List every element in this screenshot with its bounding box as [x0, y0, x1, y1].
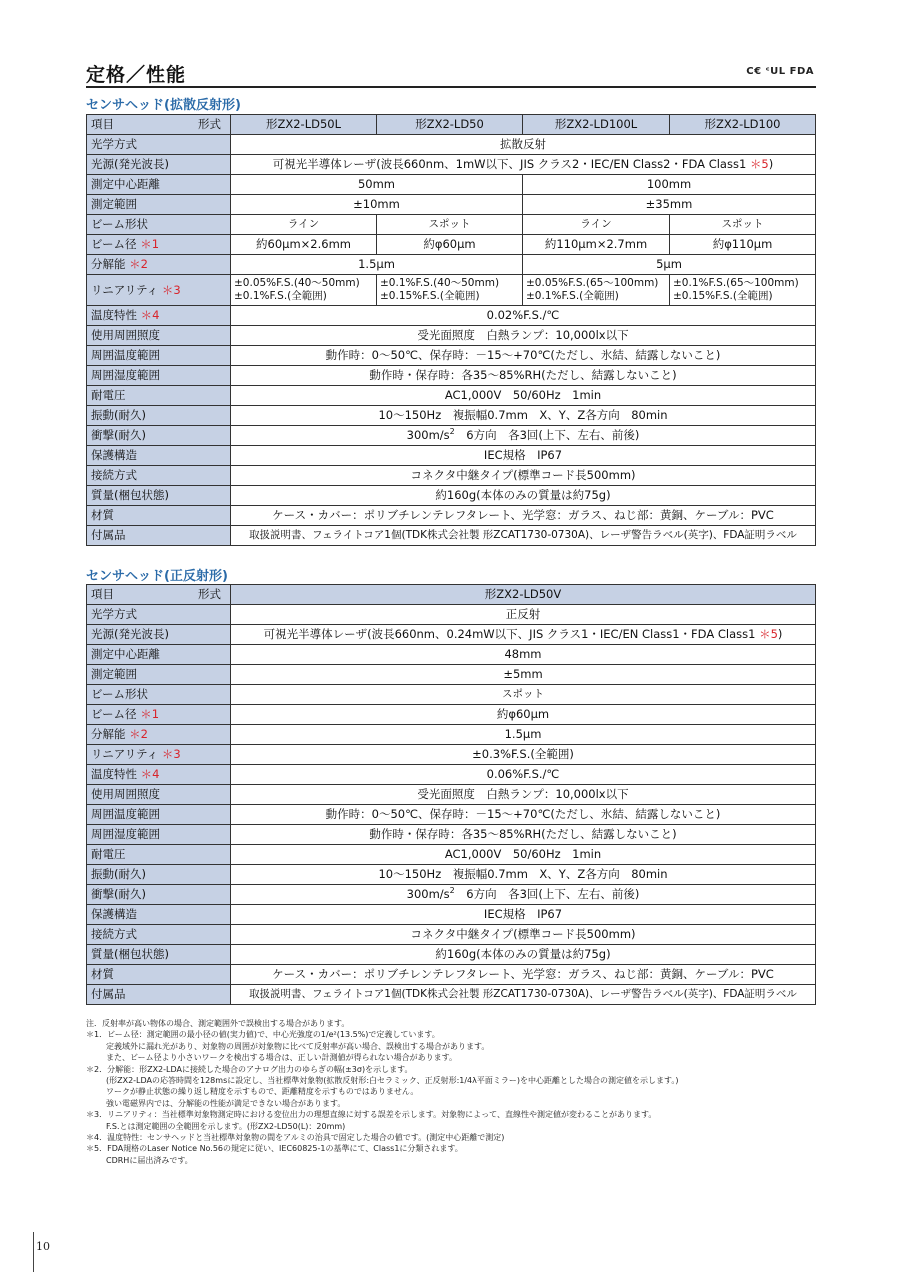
table-row — [87, 155, 816, 175]
table-row — [87, 506, 816, 526]
footnote: ＊1．ビーム径：測定範囲の最小径の値(実力値)で、中心光強度の1/e²(13.5%)で定義しています。 — [86, 1030, 440, 1040]
row-value: ±10mm — [231, 195, 523, 215]
row-value: 約φ60μm — [377, 235, 523, 255]
table-row — [87, 645, 816, 665]
table-row — [87, 805, 816, 825]
row-label: 測定範囲 — [87, 195, 231, 215]
row-value: $300m/s^2$ 6方向 各3回(上下、左右、前後) — [231, 426, 816, 446]
row-value: 取扱説明書、フェライトコア1個(TDK株式会社製 形ZCAT1730-0730A)、レーザ警告ラベル(英字)、FDA証明ラベル — [231, 526, 816, 546]
row-value: 取扱説明書、フェライトコア1個(TDK株式会社製 形ZCAT1730-0730A)、レーザ警告ラベル(英字)、FDA証明ラベル — [231, 985, 816, 1005]
row-value: 動作時：0～50℃、保存時：－15～+70℃(ただし、氷結、結露しないこと) — [231, 346, 816, 366]
table-row — [87, 326, 816, 346]
row-label: 光学方式 — [87, 135, 231, 155]
row-value: 1.5μm — [231, 725, 816, 745]
row-value: 0.02%F.S./℃ — [231, 306, 816, 326]
footnote: F.S.とは測定範囲の全範囲を示します。(形ZX2-LD50(L)：20mm) — [106, 1121, 346, 1131]
table-row — [87, 665, 816, 685]
table-row — [87, 175, 816, 195]
table-row — [87, 526, 816, 546]
footnote: (形ZX2-LDAの応答時間を128msに設定し、当社標準対象物(拡散反射形:白セラミック、正反射形:1/4λ平面ミラー)を中心距離とした場合の測定値を示します。) — [106, 1076, 679, 1086]
row-value: 50mm — [231, 175, 523, 195]
table-row — [87, 625, 816, 645]
row-label: 光学方式 — [87, 605, 231, 625]
row-label: 付属品 — [87, 985, 231, 1005]
footnote: 定義域外に漏れ光があり、対象物の周囲が対象物に比べて反射率が高い場合、誤検出する場合があります。 — [106, 1041, 490, 1051]
table-row — [87, 215, 816, 235]
table-row — [87, 825, 816, 845]
table-row — [87, 965, 816, 985]
table-row — [87, 705, 816, 725]
footnote: ワークが静止状態の繰り返し精度を示すもので、距離精度を示すものではありません。 — [106, 1087, 419, 1097]
title-divider — [86, 86, 816, 88]
row-label: 温度特性 ＊4 — [87, 765, 231, 785]
section-title-diffuse: センサヘッド(拡散反射形) — [86, 98, 241, 113]
row-label: 付属品 — [87, 526, 231, 546]
table-row — [87, 135, 816, 155]
footnote: CDRHに届出済みです。 — [106, 1155, 193, 1165]
row-value: 動作時・保存時：各35～85%RH(ただし、結露しないこと) — [231, 366, 816, 386]
page-title: 定格／性能 — [86, 64, 187, 86]
row-label: 保護構造 — [87, 905, 231, 925]
model-header: 形ZX2-LD100L — [523, 115, 670, 135]
row-value: 約160g(本体のみの質量は約75g) — [231, 486, 816, 506]
row-label: ビーム形状 — [87, 685, 231, 705]
row-value: ±0.05%F.S.(65～100mm) ±0.1%F.S.(全範囲) — [523, 275, 670, 306]
row-value: 10～150Hz 複振幅0.7mm X、Y、Z各方向 80min — [231, 406, 816, 426]
row-value: 約φ110μm — [670, 235, 816, 255]
row-label: リニアリティ ＊3 — [87, 745, 231, 765]
row-value: 48mm — [231, 645, 816, 665]
row-value: IEC規格 IP67 — [231, 446, 816, 466]
table-row — [87, 406, 816, 426]
table-row — [87, 446, 816, 466]
header-item-type: 項目 形式 — [87, 115, 231, 135]
header-item-type: 項目 形式 — [87, 585, 231, 605]
row-label: 周囲温度範囲 — [87, 346, 231, 366]
row-label: 測定中心距離 — [87, 175, 231, 195]
table-row — [87, 725, 816, 745]
table-row — [87, 486, 816, 506]
row-value: 可視光半導体レーザ(波長660nm、1mW以下、JIS クラス2・IEC/EN Class2・FDA Class1 ＊5) — [231, 155, 816, 175]
row-value: 約φ60μm — [231, 705, 816, 725]
row-value: IEC規格 IP67 — [231, 905, 816, 925]
model-header: 形ZX2-LD50V — [231, 585, 816, 605]
table-row — [87, 845, 816, 865]
table-row — [87, 785, 816, 805]
table-row — [87, 905, 816, 925]
row-value: ライン — [231, 215, 377, 235]
row-label: 耐電圧 — [87, 845, 231, 865]
row-value: ±5mm — [231, 665, 816, 685]
spec-table-regular — [86, 584, 816, 1005]
footnote: ＊2．分解能：形ZX2-LDAに接続した場合のアナログ出力のゆらぎの幅(±3σ)を示します。 — [86, 1064, 413, 1074]
footnotes — [86, 1018, 816, 1166]
spec-table-diffuse — [86, 114, 816, 546]
row-value: ケース・カバー：ポリブチレンテレフタレート、光学窓：ガラス、ねじ部：黄銅、ケーブル：PVC — [231, 965, 816, 985]
row-label: 接続方式 — [87, 466, 231, 486]
table-row — [87, 346, 816, 366]
table-row — [87, 765, 816, 785]
footnote: ＊5．FDA規格のLaser Notice No.56の規定に従い、IEC60825-1の基準にて、Class1に分類されます。 — [86, 1144, 463, 1154]
table-row — [87, 235, 816, 255]
row-label: 周囲温度範囲 — [87, 805, 231, 825]
row-label: 測定中心距離 — [87, 645, 231, 665]
table-row — [87, 865, 816, 885]
row-label: リニアリティ ＊3 — [87, 275, 231, 306]
model-header: 形ZX2-LD100 — [670, 115, 816, 135]
row-value: ±0.05%F.S.(40～50mm) ±0.1%F.S.(全範囲) — [231, 275, 377, 306]
row-value: スポット — [231, 685, 816, 705]
row-label: 温度特性 ＊4 — [87, 306, 231, 326]
row-value: コネクタ中継タイプ(標準コード長500mm) — [231, 466, 816, 486]
row-value: 100mm — [523, 175, 816, 195]
section-title-regular: センサヘッド(正反射形) — [86, 569, 228, 584]
row-value: 動作時：0～50℃、保存時：－15～+70℃(ただし、氷結、結露しないこと) — [231, 805, 816, 825]
row-value: AC1,000V 50/60Hz 1min — [231, 386, 816, 406]
row-label: 分解能 ＊2 — [87, 725, 231, 745]
row-value: スポット — [670, 215, 816, 235]
row-value: 約60μm×2.6mm — [231, 235, 377, 255]
row-label: 振動(耐久) — [87, 865, 231, 885]
row-value: 受光面照度 白熱ランプ：10,000lx以下 — [231, 785, 816, 805]
row-value: ±0.1%F.S.(65～100mm) ±0.15%F.S.(全範囲) — [670, 275, 816, 306]
table-header-row — [87, 585, 816, 605]
row-label: 使用周囲照度 — [87, 785, 231, 805]
table-row — [87, 426, 816, 446]
table-row — [87, 195, 816, 215]
row-label: 周囲湿度範囲 — [87, 825, 231, 845]
row-value: ライン — [523, 215, 670, 235]
row-value: 10～150Hz 複振幅0.7mm X、Y、Z各方向 80min — [231, 865, 816, 885]
row-label: ビーム径 ＊1 — [87, 235, 231, 255]
row-value: ±0.1%F.S.(40～50mm) ±0.15%F.S.(全範囲) — [377, 275, 523, 306]
row-value: ±35mm — [523, 195, 816, 215]
row-label: 振動(耐久) — [87, 406, 231, 426]
row-value: 0.06%F.S./℃ — [231, 765, 816, 785]
row-label: 衝撃(耐久) — [87, 885, 231, 905]
model-header: 形ZX2-LD50L — [231, 115, 377, 135]
row-label: 保護構造 — [87, 446, 231, 466]
row-value: ±0.3%F.S.(全範囲) — [231, 745, 816, 765]
table-row — [87, 745, 816, 765]
table-row — [87, 985, 816, 1005]
row-value: 5μm — [523, 255, 816, 275]
table-row — [87, 945, 816, 965]
row-value: 動作時・保存時：各35～85%RH(ただし、結露しないこと) — [231, 825, 816, 845]
footnote: また、ビーム径より小さいワークを検出する場合は、正しい計測値が得られない場合があります。 — [106, 1053, 458, 1063]
table-row — [87, 685, 816, 705]
table-row — [87, 925, 816, 945]
row-label: 材質 — [87, 506, 231, 526]
row-label: 質量(梱包状態) — [87, 486, 231, 506]
row-label: 光源(発光波長) — [87, 625, 231, 645]
row-label: 材質 — [87, 965, 231, 985]
table-header-row — [87, 115, 816, 135]
row-label: 分解能 ＊2 — [87, 255, 231, 275]
certification-marks-logo: C€ ᶜUL FDA — [746, 66, 814, 77]
row-value: コネクタ中継タイプ(標準コード長500mm) — [231, 925, 816, 945]
footnote: 注．反射率が高い物体の場合、測定範囲外で誤検出する場合があります。 — [86, 1019, 350, 1028]
row-value: $300m/s^2$ 6方向 各3回(上下、左右、前後) — [231, 885, 816, 905]
row-value: ケース・カバー：ポリブチレンテレフタレート、光学窓：ガラス、ねじ部：黄銅、ケーブル：PVC — [231, 506, 816, 526]
row-label: 接続方式 — [87, 925, 231, 945]
page-number: 10 — [36, 1240, 50, 1253]
table-row — [87, 255, 816, 275]
row-value: AC1,000V 50/60Hz 1min — [231, 845, 816, 865]
row-label: 衝撃(耐久) — [87, 426, 231, 446]
row-label: 耐電圧 — [87, 386, 231, 406]
table-row — [87, 466, 816, 486]
model-header: 形ZX2-LD50 — [377, 115, 523, 135]
footnote: ＊4．温度特性：センサヘッドと当社標準対象物の間をアルミの治具で固定した場合の値です。(測定中心距離で測定) — [86, 1133, 505, 1143]
table-row — [87, 366, 816, 386]
footnote: ＊3．リニアリティ：当社標準対象物測定時における変位出力の理想直線に対する誤差を示します。対象物によって、直線性や測定値が変わることがあります。 — [86, 1110, 657, 1120]
row-label: 使用周囲照度 — [87, 326, 231, 346]
row-value: 受光面照度 白熱ランプ：10,000lx以下 — [231, 326, 816, 346]
row-value: 1.5μm — [231, 255, 523, 275]
row-value: 約160g(本体のみの質量は約75g) — [231, 945, 816, 965]
row-label: 質量(梱包状態) — [87, 945, 231, 965]
row-value: 正反射 — [231, 605, 816, 625]
table-row — [87, 275, 816, 306]
row-label: ビーム径 ＊1 — [87, 705, 231, 725]
row-value: 約110μm×2.7mm — [523, 235, 670, 255]
row-value: 拡散反射 — [231, 135, 816, 155]
row-label: 周囲湿度範囲 — [87, 366, 231, 386]
table-row — [87, 605, 816, 625]
table-row — [87, 386, 816, 406]
row-label: 光源(発光波長) — [87, 155, 231, 175]
row-value: スポット — [377, 215, 523, 235]
row-label: 測定範囲 — [87, 665, 231, 685]
table-row — [87, 306, 816, 326]
row-value: 可視光半導体レーザ(波長660nm、0.24mW以下、JIS クラス1・IEC/EN Class1・FDA Class1 ＊5) — [231, 625, 816, 645]
footnote: 強い電磁界内では、分解能の性能が満足できない場合があります。 — [106, 1098, 346, 1108]
table-row — [87, 885, 816, 905]
page-number-rule — [33, 1232, 34, 1272]
row-label: ビーム形状 — [87, 215, 231, 235]
